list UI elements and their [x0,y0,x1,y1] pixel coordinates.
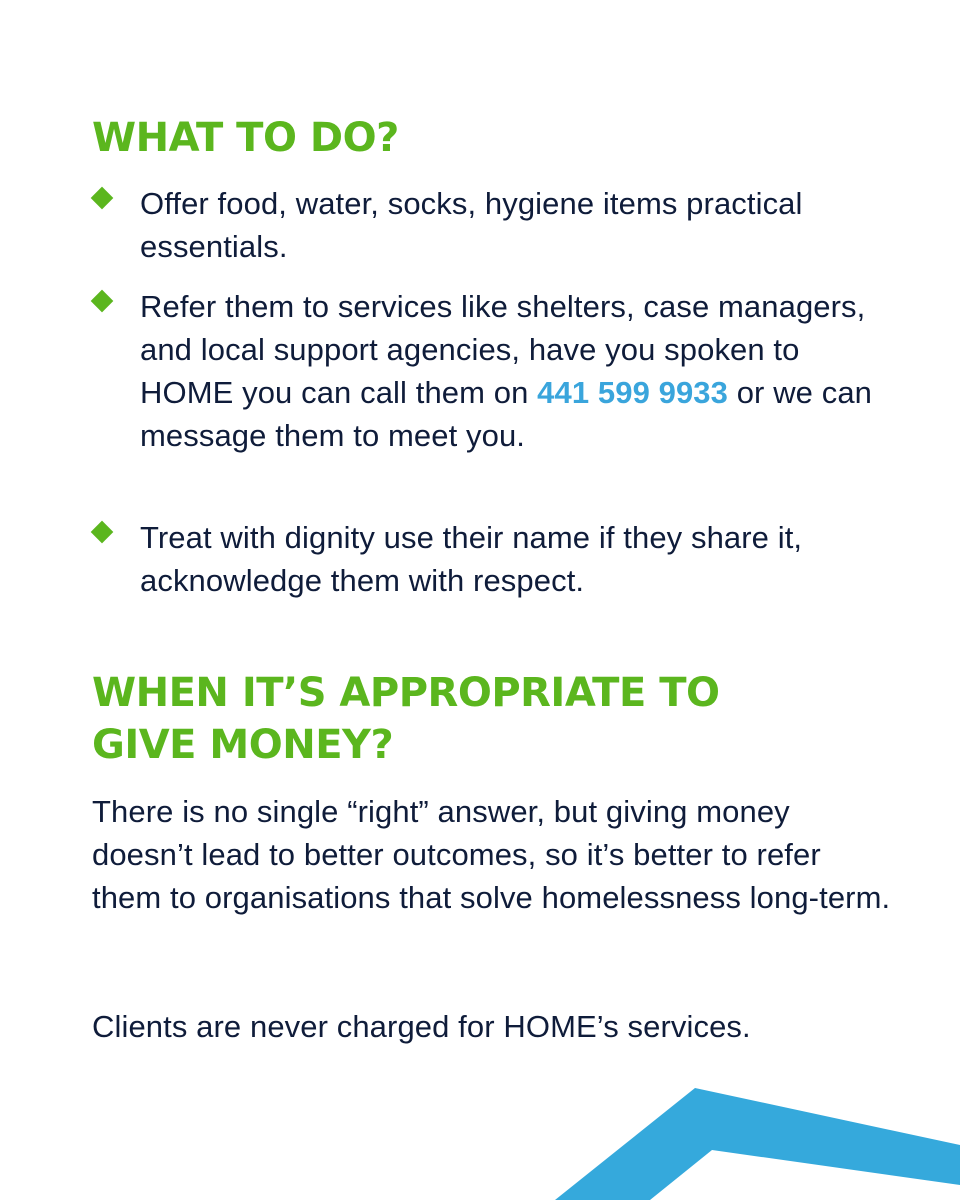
phone-number-link[interactable]: 441 599 9933 [537,375,728,410]
section-title-give-money: WHEN IT’S APPROPRIATE TO GIVE MONEY? [92,670,720,768]
section-title-what-to-do: WHAT TO DO? [92,115,399,161]
money-answer-paragraph: There is no single “right” answer, but giving money doesn’t lead to better outcomes, so it’s better to refer them to organisations that solve homelessness long-term. [92,794,891,915]
bullet-text: Treat with dignity use their name if they share it, acknowledge them with respect. [140,520,803,598]
bullet-text-before-phone: Refer them to services like shelters, case managers, and local support agencies, have you spoken to HOME you can call them on [140,289,866,410]
blue-chevron-shape [555,1088,960,1200]
bullet-text: Offer food, water, socks, hygiene items practical essentials. [140,186,803,264]
clients-never-charged-paragraph: Clients are never charged for HOME’s services. [92,1009,751,1044]
bullet-text-after-phone: or we can message them to meet you. [140,375,873,453]
